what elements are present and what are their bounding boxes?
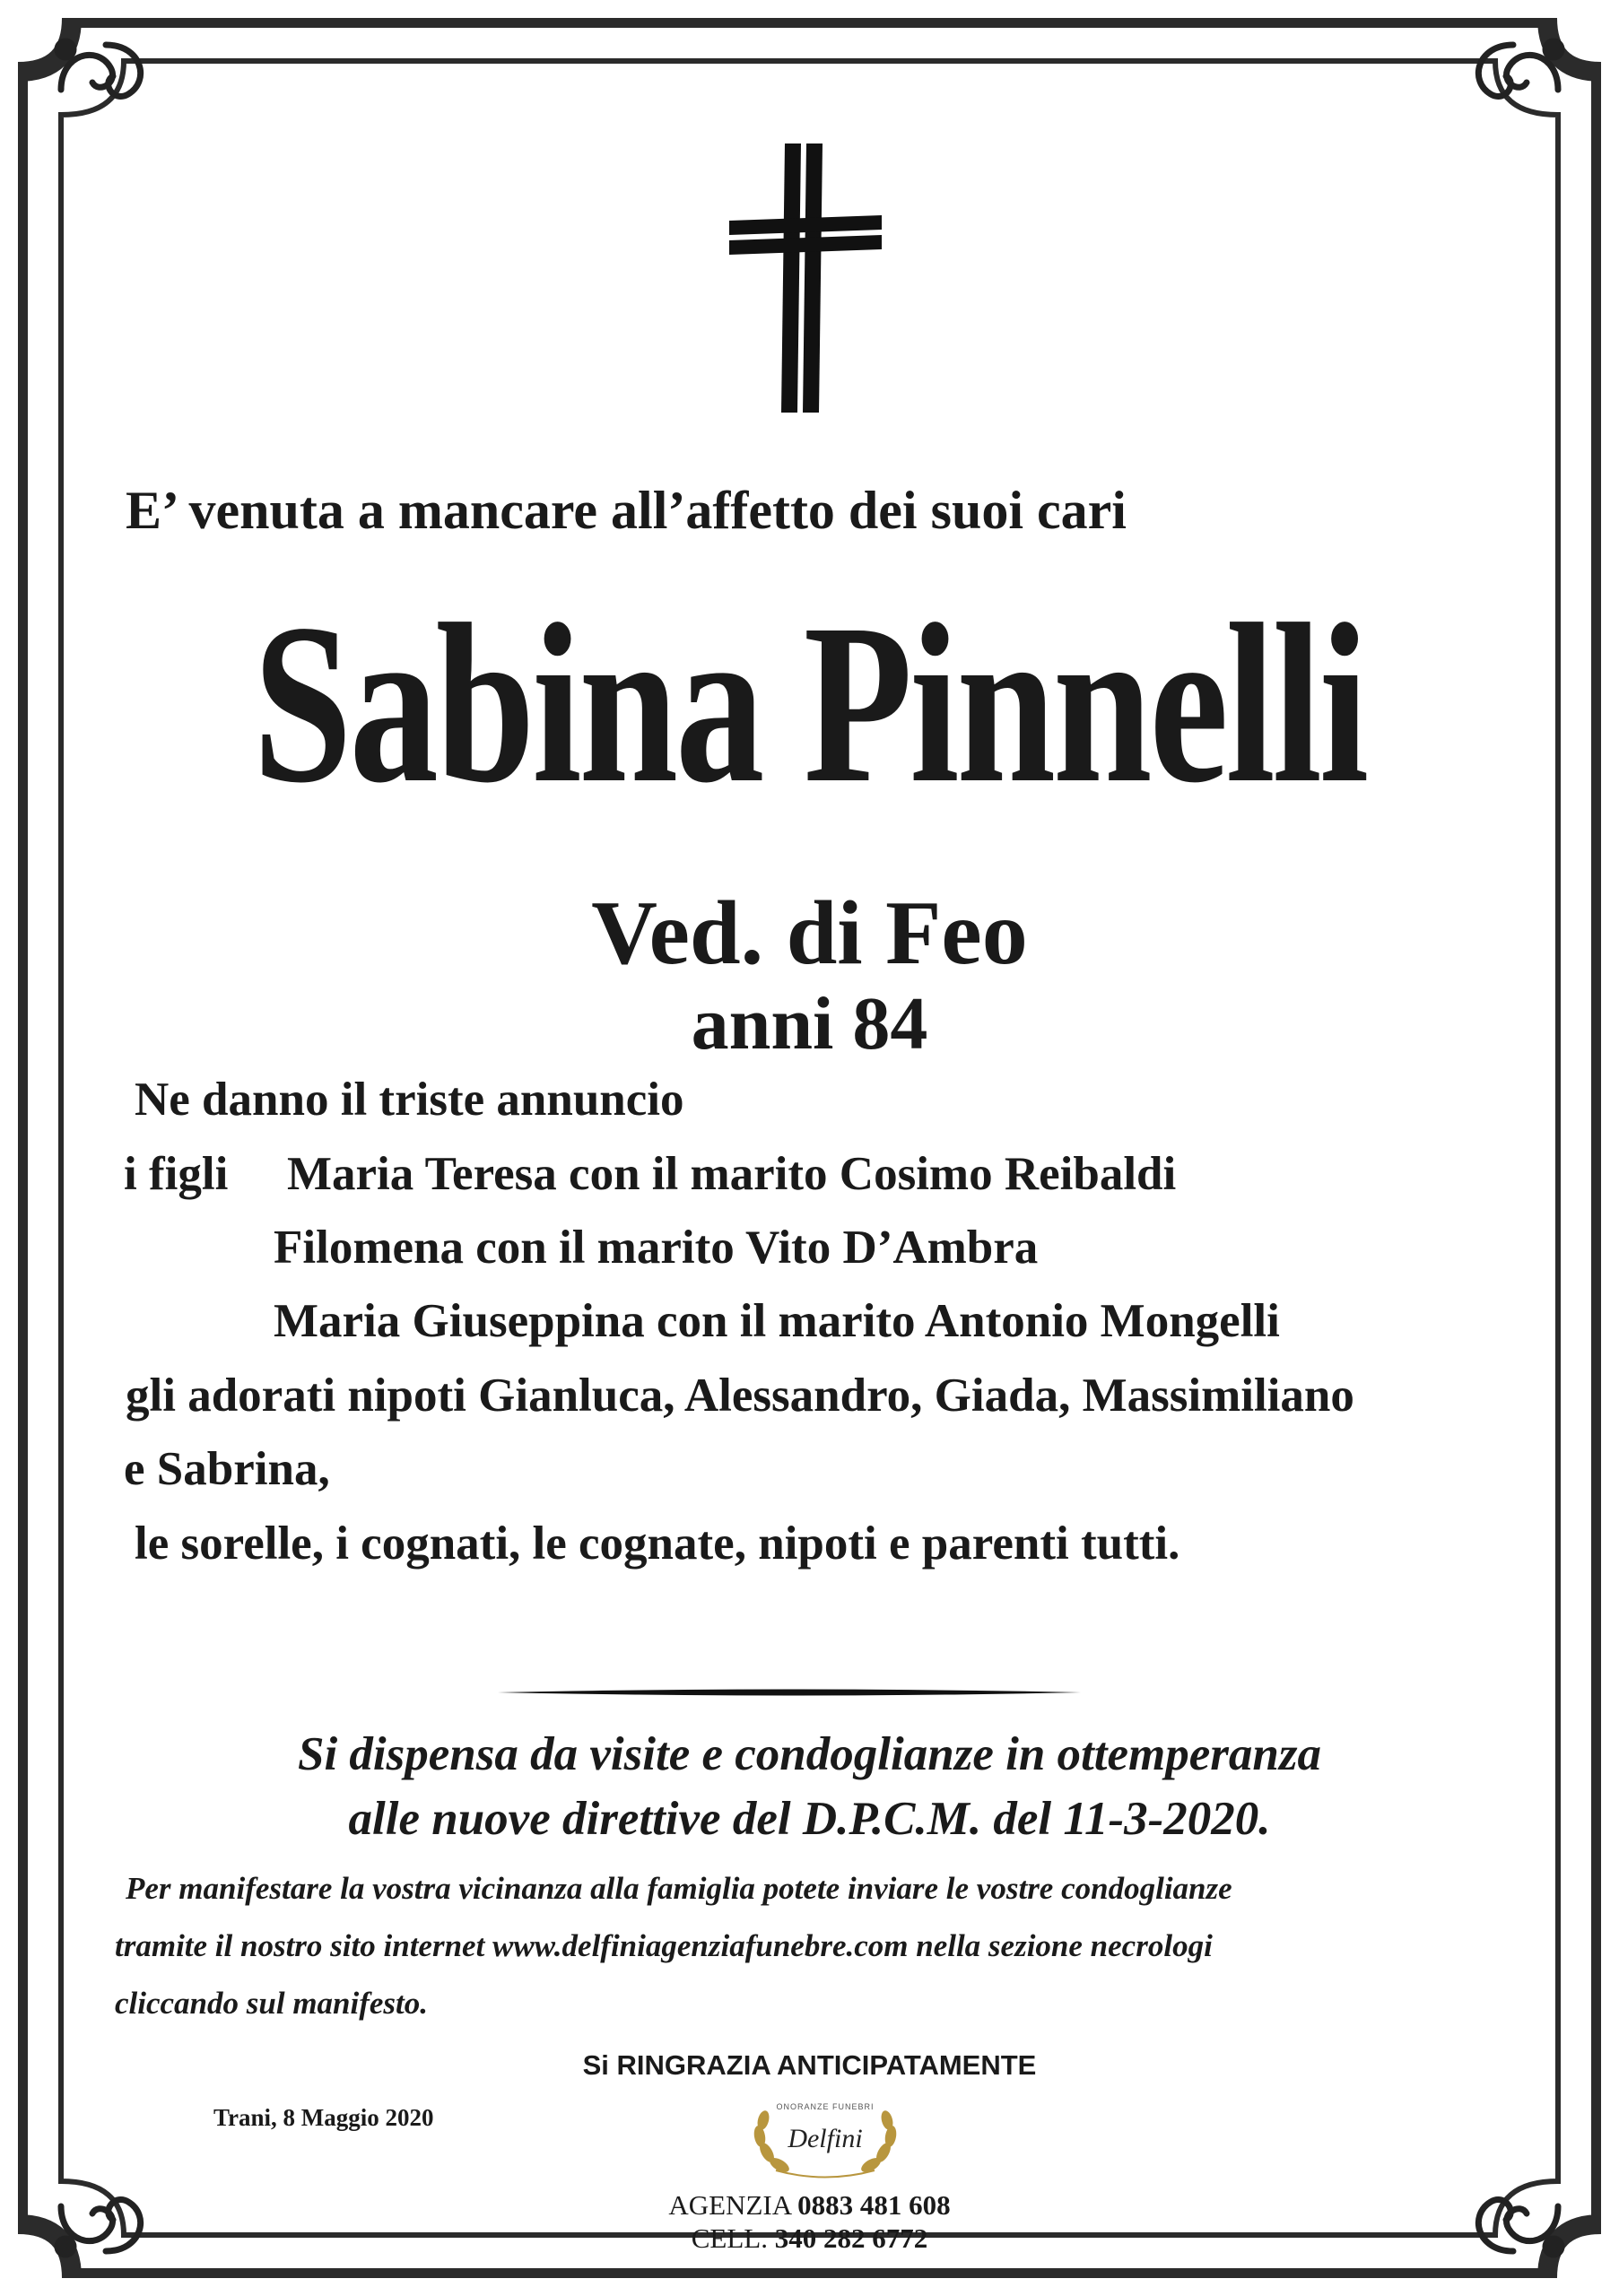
widow-of: Ved. di Feo: [591, 883, 1028, 984]
family-line: Ne danno il triste annuncio: [135, 1074, 684, 1126]
agency-phone-line: [0, 2191, 1619, 2219]
intro-text: E’ venuta a mancare all’affetto dei suoi cari: [126, 481, 1127, 540]
family-line: Filomena con il marito Vito D’Ambra: [274, 1222, 1039, 1274]
children-label: i figli: [124, 1148, 229, 1200]
divider: [498, 1686, 1081, 1699]
online-line: tramite il nostro sito internet www.delfiniagenziafunebre.com nella sezione necrologi: [115, 1928, 1213, 1963]
family-line: [124, 1148, 1177, 1200]
ornament-icon: [43, 27, 160, 144]
cross-icon: [729, 144, 882, 413]
agency-phone: 0883 481 608: [797, 2189, 951, 2221]
thanks-text: Si RINGRAZIA ANTICIPATAMENTE: [582, 2049, 1037, 2081]
date-text: Trani, 8 Maggio 2020: [213, 2104, 434, 2131]
deceased-name: Sabina Pinnelli: [252, 578, 1367, 831]
family-line: gli adorati nipoti Gianluca, Alessandro, Giada, Massimiliano: [126, 1370, 1354, 1422]
children-text: Maria Teresa con il marito Cosimo Reibaldi: [287, 1148, 1177, 1200]
agency-label: AGENZIA: [668, 2189, 791, 2221]
agency-logo: [740, 2090, 910, 2188]
notice-line: alle nuove direttive del D.P.C.M. del 11-3-2020.: [348, 1793, 1271, 1845]
family-line: le sorelle, i cognati, le cognate, nipoti e parenti tutti.: [135, 1518, 1180, 1570]
online-line: Per manifestare la vostra vicinanza alla famiglia potete inviare le vostre condoglianze: [126, 1871, 1232, 1906]
logo-tagline: ONORANZE FUNEBRI: [776, 2102, 875, 2111]
cell-phone: 340 282 6772: [774, 2222, 928, 2254]
cell-label: CELL.: [691, 2222, 768, 2254]
family-line: Maria Giuseppina con il marito Antonio Mongelli: [274, 1295, 1280, 1347]
logo-name: Delfini: [788, 2124, 863, 2153]
ornament-icon: [1459, 27, 1576, 144]
family-line: e Sabrina,: [124, 1443, 330, 1495]
age: anni 84: [691, 982, 928, 1065]
notice-line: Si dispensa da visite e condoglianze in ottemperanza: [297, 1728, 1322, 1780]
online-line: cliccando sul manifesto.: [115, 1986, 429, 2021]
cell-phone-line: [0, 2224, 1619, 2252]
